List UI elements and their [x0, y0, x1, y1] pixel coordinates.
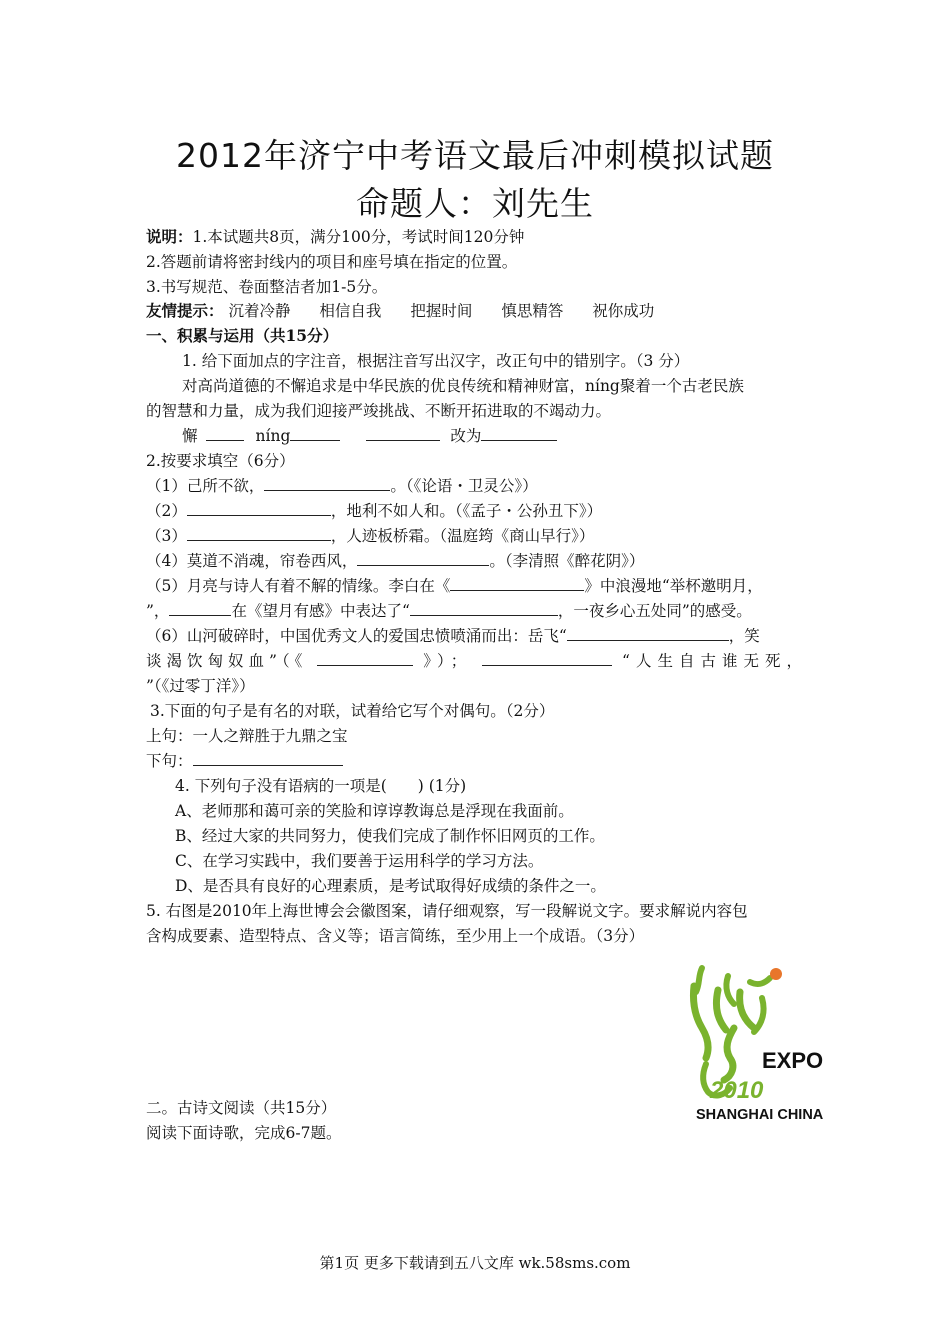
question-text: ”，	[146, 602, 170, 620]
question-text: ，一夜乡心五处同”的感受。	[557, 602, 752, 620]
answer-blank[interactable]	[482, 651, 612, 666]
question-3-lower	[146, 751, 343, 771]
question-2-prompt: 2.按要求填空（6分）	[146, 452, 295, 470]
tip-item: 相信自我	[319, 302, 382, 320]
question-2-item-6-end: ”（《过零丁洋》）	[146, 677, 255, 695]
answer-blank[interactable]	[481, 426, 557, 441]
question-1-prompt: 1. 给下面加点的字注音，根据注音写出汉字，改正句中的错别字。（3 分）	[182, 352, 690, 370]
answer-label: 改为	[450, 427, 482, 445]
answer-blank[interactable]	[410, 601, 558, 616]
question-1-text: 对高尚道德的不懈追求是中华民族的优良传统和精神财富，níng聚着一个古老民族	[182, 377, 744, 395]
question-text: ，地利不如人和。（《孟子・公孙丑下》）	[330, 502, 603, 520]
option-d: D、是否具有良好的心理素质，是考试取得好成绩的条件之一。	[175, 877, 606, 895]
question-2-item-1	[146, 476, 538, 496]
question-text: 。（李清照《醉花阴》）	[489, 552, 645, 570]
exam-title: 2012年济宁中考语文最后冲刺模拟试题	[176, 136, 774, 175]
question-text: 在《望月有感》中表达了“	[231, 602, 410, 620]
tip-item: 把握时间	[410, 302, 473, 320]
question-text: 》中浪漫地“举杯邀明月，	[584, 577, 763, 595]
question-2-item-2	[146, 501, 602, 521]
answer-blank[interactable]	[450, 576, 584, 591]
question-text: （2）	[146, 502, 187, 520]
question-2-item-6-cont	[146, 651, 808, 671]
answer-blank[interactable]	[264, 476, 390, 491]
question-text: （1）己所不欲，	[146, 477, 265, 495]
question-2-item-4	[146, 551, 644, 571]
answer-blank[interactable]	[317, 651, 413, 666]
answer-blank[interactable]	[366, 426, 440, 441]
question-text: （5）月亮与诗人有着不解的情缘。李白在《	[146, 577, 451, 595]
answer-blank[interactable]	[290, 426, 340, 441]
question-text: 下句：	[146, 752, 193, 770]
instruction-item: 1.本试题共8页，满分100分，考试时间120分钟	[192, 228, 525, 246]
instruction-item: 3.书写规范、卷面整洁者加1-5分。	[146, 278, 388, 296]
answer-blank[interactable]	[187, 501, 331, 516]
question-1-answers	[182, 426, 557, 446]
logo-city-text: SHANGHAI CHINA	[696, 1107, 824, 1123]
answer-blank[interactable]	[357, 551, 489, 566]
section-1-heading: 一、积累与运用（共15分）	[146, 326, 339, 345]
option-a: A、老师那和蔼可亲的笑脸和谆谆教诲总是浮现在我面前。	[175, 802, 574, 820]
answer-blank[interactable]	[187, 526, 331, 541]
answer-blank[interactable]	[206, 426, 244, 441]
question-text: （3）	[146, 527, 187, 545]
question-2-item-3	[146, 526, 594, 546]
answer-blank[interactable]	[567, 626, 729, 641]
logo-dot	[770, 968, 782, 980]
option-b: B、经过大家的共同努力，使我们完成了制作怀旧网页的工作。	[175, 827, 605, 845]
question-text: “人生自古谁无死，	[622, 652, 808, 670]
question-text: （6）山河破碎时，中国优秀文人的爱国忠愤喷涌而出：岳飞“	[146, 627, 567, 645]
tip-item: 沉着冷静	[228, 302, 291, 320]
question-5-text: 5. 右图是2010年上海世博会会徽图案，请仔细观察，写一段解说文字。要求解说内容包	[146, 902, 748, 920]
answer-blank[interactable]	[193, 751, 343, 766]
question-3-upper: 上句：一人之辩胜于九鼎之宝	[146, 727, 348, 745]
expo-2010-logo	[688, 958, 838, 1126]
instructions-label: 说明：	[146, 227, 193, 246]
answer-label: níng	[255, 427, 291, 445]
question-text: 谈渴饮匈奴血”（《	[146, 652, 308, 670]
logo-year-text: 2010	[710, 1077, 764, 1104]
tips-label: 友情提示：	[146, 301, 224, 320]
instructions-line-1	[146, 227, 524, 247]
question-2-item-6	[146, 626, 760, 646]
option-c: C、在学习实践中，我们要善于运用科学的学习方法。	[175, 852, 544, 870]
question-text: 。（《论语・卫灵公》）	[390, 477, 538, 495]
answer-label: 懈	[182, 427, 198, 445]
question-text: （4）莫道不消魂，帘卷西风，	[146, 552, 358, 570]
section-2-intro: 阅读下面诗歌，完成6-7题。	[146, 1124, 342, 1142]
question-2-item-5	[146, 576, 763, 596]
exam-author: 命题人：刘先生	[356, 184, 594, 223]
tip-item: 祝你成功	[592, 302, 655, 320]
question-5-text: 含构成要素、造型特点、含义等；语言简练，至少用上一个成语。（3分）	[146, 927, 645, 945]
question-4-prompt: 4. 下列句子没有语病的一项是( ) (1分)	[175, 777, 467, 795]
tip-item: 慎思精答	[501, 302, 564, 320]
tips-line	[146, 301, 654, 321]
logo-expo-text: EXPO	[762, 1048, 824, 1073]
question-text: ，笑	[728, 627, 760, 645]
question-1-text: 的智慧和力量，成为我们迎接严竣挑战、不断开拓进取的不竭动力。	[146, 402, 612, 420]
question-2-item-5-cont	[146, 601, 752, 621]
section-2-heading: 二。古诗文阅读（共15分）	[146, 1099, 337, 1117]
instruction-item: 2.答题前请将密封线内的项目和座号填在指定的位置。	[146, 253, 518, 271]
question-3-prompt: 3.下面的句子是有名的对联，试着给它写个对偶句。（2分）	[150, 702, 555, 720]
question-text: 》）；	[423, 652, 473, 670]
page-footer: 第1页 更多下载请到五八文库 wk.58sms.com	[319, 1254, 631, 1272]
answer-blank[interactable]	[169, 601, 231, 616]
question-text: ，人迹板桥霜。（温庭筠《商山早行》）	[330, 527, 595, 545]
